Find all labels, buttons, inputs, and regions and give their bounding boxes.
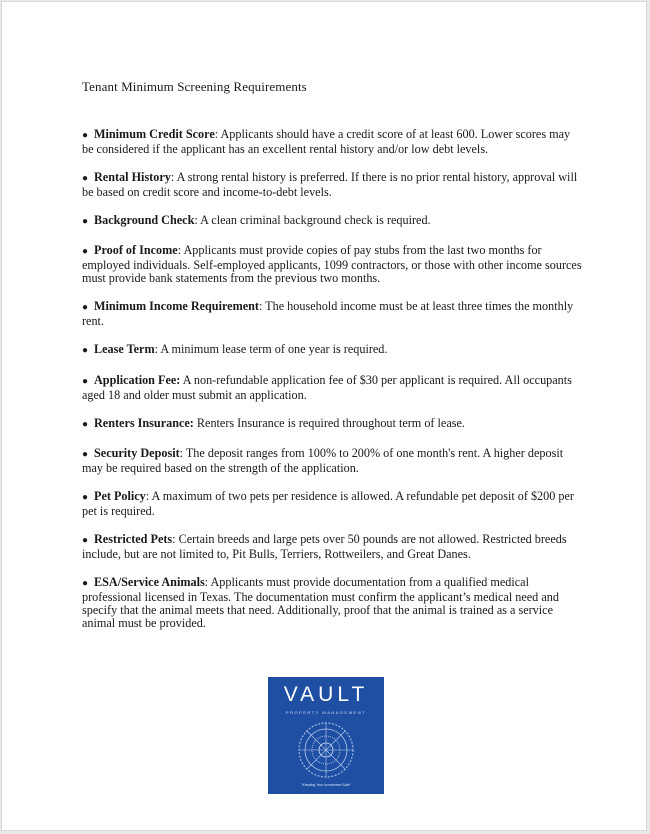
document-title: Tenant Minimum Screening Requirements: [82, 79, 307, 94]
requirement-item: [82, 214, 582, 229]
requirement-label: Rental History: [94, 170, 171, 185]
requirement-item: [82, 343, 582, 358]
requirement-label: Minimum Income Requirement: [94, 299, 259, 314]
requirements-list: [82, 128, 582, 645]
requirement-text: The household income must be at least three times the monthly rent.: [82, 299, 574, 329]
requirement-text: Applicants must provide copies of pay stubs from the last two months for employed individuals. Self-employed applicants, 1099 contractors, or those with other income sources must provide bank statements from the previous two months.: [82, 243, 582, 286]
bullet-icon: ●: [82, 578, 89, 590]
vault-seal-icon: [296, 720, 356, 780]
requirement-label: Minimum Credit Score: [94, 127, 215, 141]
bullet-icon: ●: [82, 246, 89, 258]
bullet-icon: ●: [82, 216, 89, 228]
requirement-separator: :: [179, 446, 184, 461]
requirement-item: [82, 171, 582, 199]
requirement-item: [82, 244, 582, 284]
logo-wordmark: VAULT: [283, 683, 369, 706]
logo-subtitle: PROPERTY MANAGEMENT: [285, 710, 367, 715]
requirement-separator: :: [154, 342, 158, 357]
requirement-item: [82, 576, 582, 629]
bullet-icon: ●: [82, 130, 89, 141]
requirement-separator: :: [172, 532, 176, 547]
requirement-item: [82, 533, 582, 561]
requirement-item: [82, 417, 582, 432]
requirement-label: Security Deposit: [94, 446, 180, 461]
requirement-separator: :: [170, 170, 175, 185]
bullet-icon: ●: [82, 173, 89, 185]
bullet-icon: ●: [82, 535, 89, 547]
requirement-item: [82, 374, 582, 402]
requirement-text: A maximum of two pets per residence is allowed. A refundable pet deposit of $200 per pet is required.: [82, 489, 574, 519]
bullet-icon: ●: [82, 375, 89, 387]
requirement-text: A non-refundable application fee of $30 per applicant is required. All occupants aged 18 and older must submit an application.: [82, 372, 572, 402]
requirement-text: Applicants should have a credit score of at least 600. Lower scores may be considered if the applicant has an excellent rental history and/or low debt levels.: [82, 127, 571, 156]
requirement-label: Background Check: [94, 213, 195, 228]
requirement-separator: :: [258, 299, 263, 314]
requirement-label: Pet Policy: [94, 489, 146, 504]
bullet-icon: ●: [82, 418, 89, 430]
requirement-separator: :: [204, 575, 209, 590]
requirement-label: Restricted Pets: [94, 532, 173, 547]
requirement-item: [82, 447, 582, 475]
requirement-item: [82, 490, 582, 518]
requirement-item: [82, 300, 582, 328]
requirement-text: A minimum lease term of one year is required.: [157, 342, 388, 357]
requirement-separator: :: [177, 243, 182, 258]
bullet-icon: ●: [82, 492, 89, 504]
requirement-item: [82, 128, 582, 156]
requirement-text: A strong rental history is preferred. If there is no prior rental history, approval will be based on credit score and income-to-debt levels.: [82, 170, 578, 199]
logo-tagline: "Keeping Your Investment Safe": [301, 783, 351, 787]
requirement-separator: :: [145, 489, 150, 504]
bullet-icon: ●: [82, 449, 89, 461]
requirement-separator: :: [214, 127, 219, 141]
requirement-label: Proof of Income: [94, 243, 178, 258]
requirement-label: ESA/Service Animals: [94, 575, 205, 590]
requirement-text: The deposit ranges from 100% to 200% of one month's rent. A higher deposit may be required based on the strength of the application.: [82, 446, 564, 475]
requirement-text: Certain breeds and large pets over 50 pounds are not allowed. Restricted breeds include, but are not limited to, Pit Bulls, Terriers, Rottweilers, and Great Danes.: [82, 532, 567, 562]
requirement-text: Applicants must provide documentation from a qualified medical professional licensed in Texas. The documentation must confirm the applicant’s medical need and specify that the animal meets that need. Additionally, proof that the animal is trained as a service animal must be provided.: [82, 575, 559, 630]
bullet-icon: ●: [82, 302, 89, 314]
company-logo: [268, 677, 384, 794]
requirement-label: Lease Term: [94, 342, 155, 357]
requirement-label: Application Fee:: [94, 372, 181, 387]
document-page: [1, 1, 647, 831]
requirement-text: Renters Insurance is required throughout term of lease.: [193, 415, 465, 430]
bullet-icon: ●: [82, 345, 89, 357]
requirement-label: Renters Insurance:: [94, 415, 194, 430]
requirement-text: A clean criminal background check is required.: [197, 213, 431, 228]
requirement-separator: :: [194, 213, 198, 228]
